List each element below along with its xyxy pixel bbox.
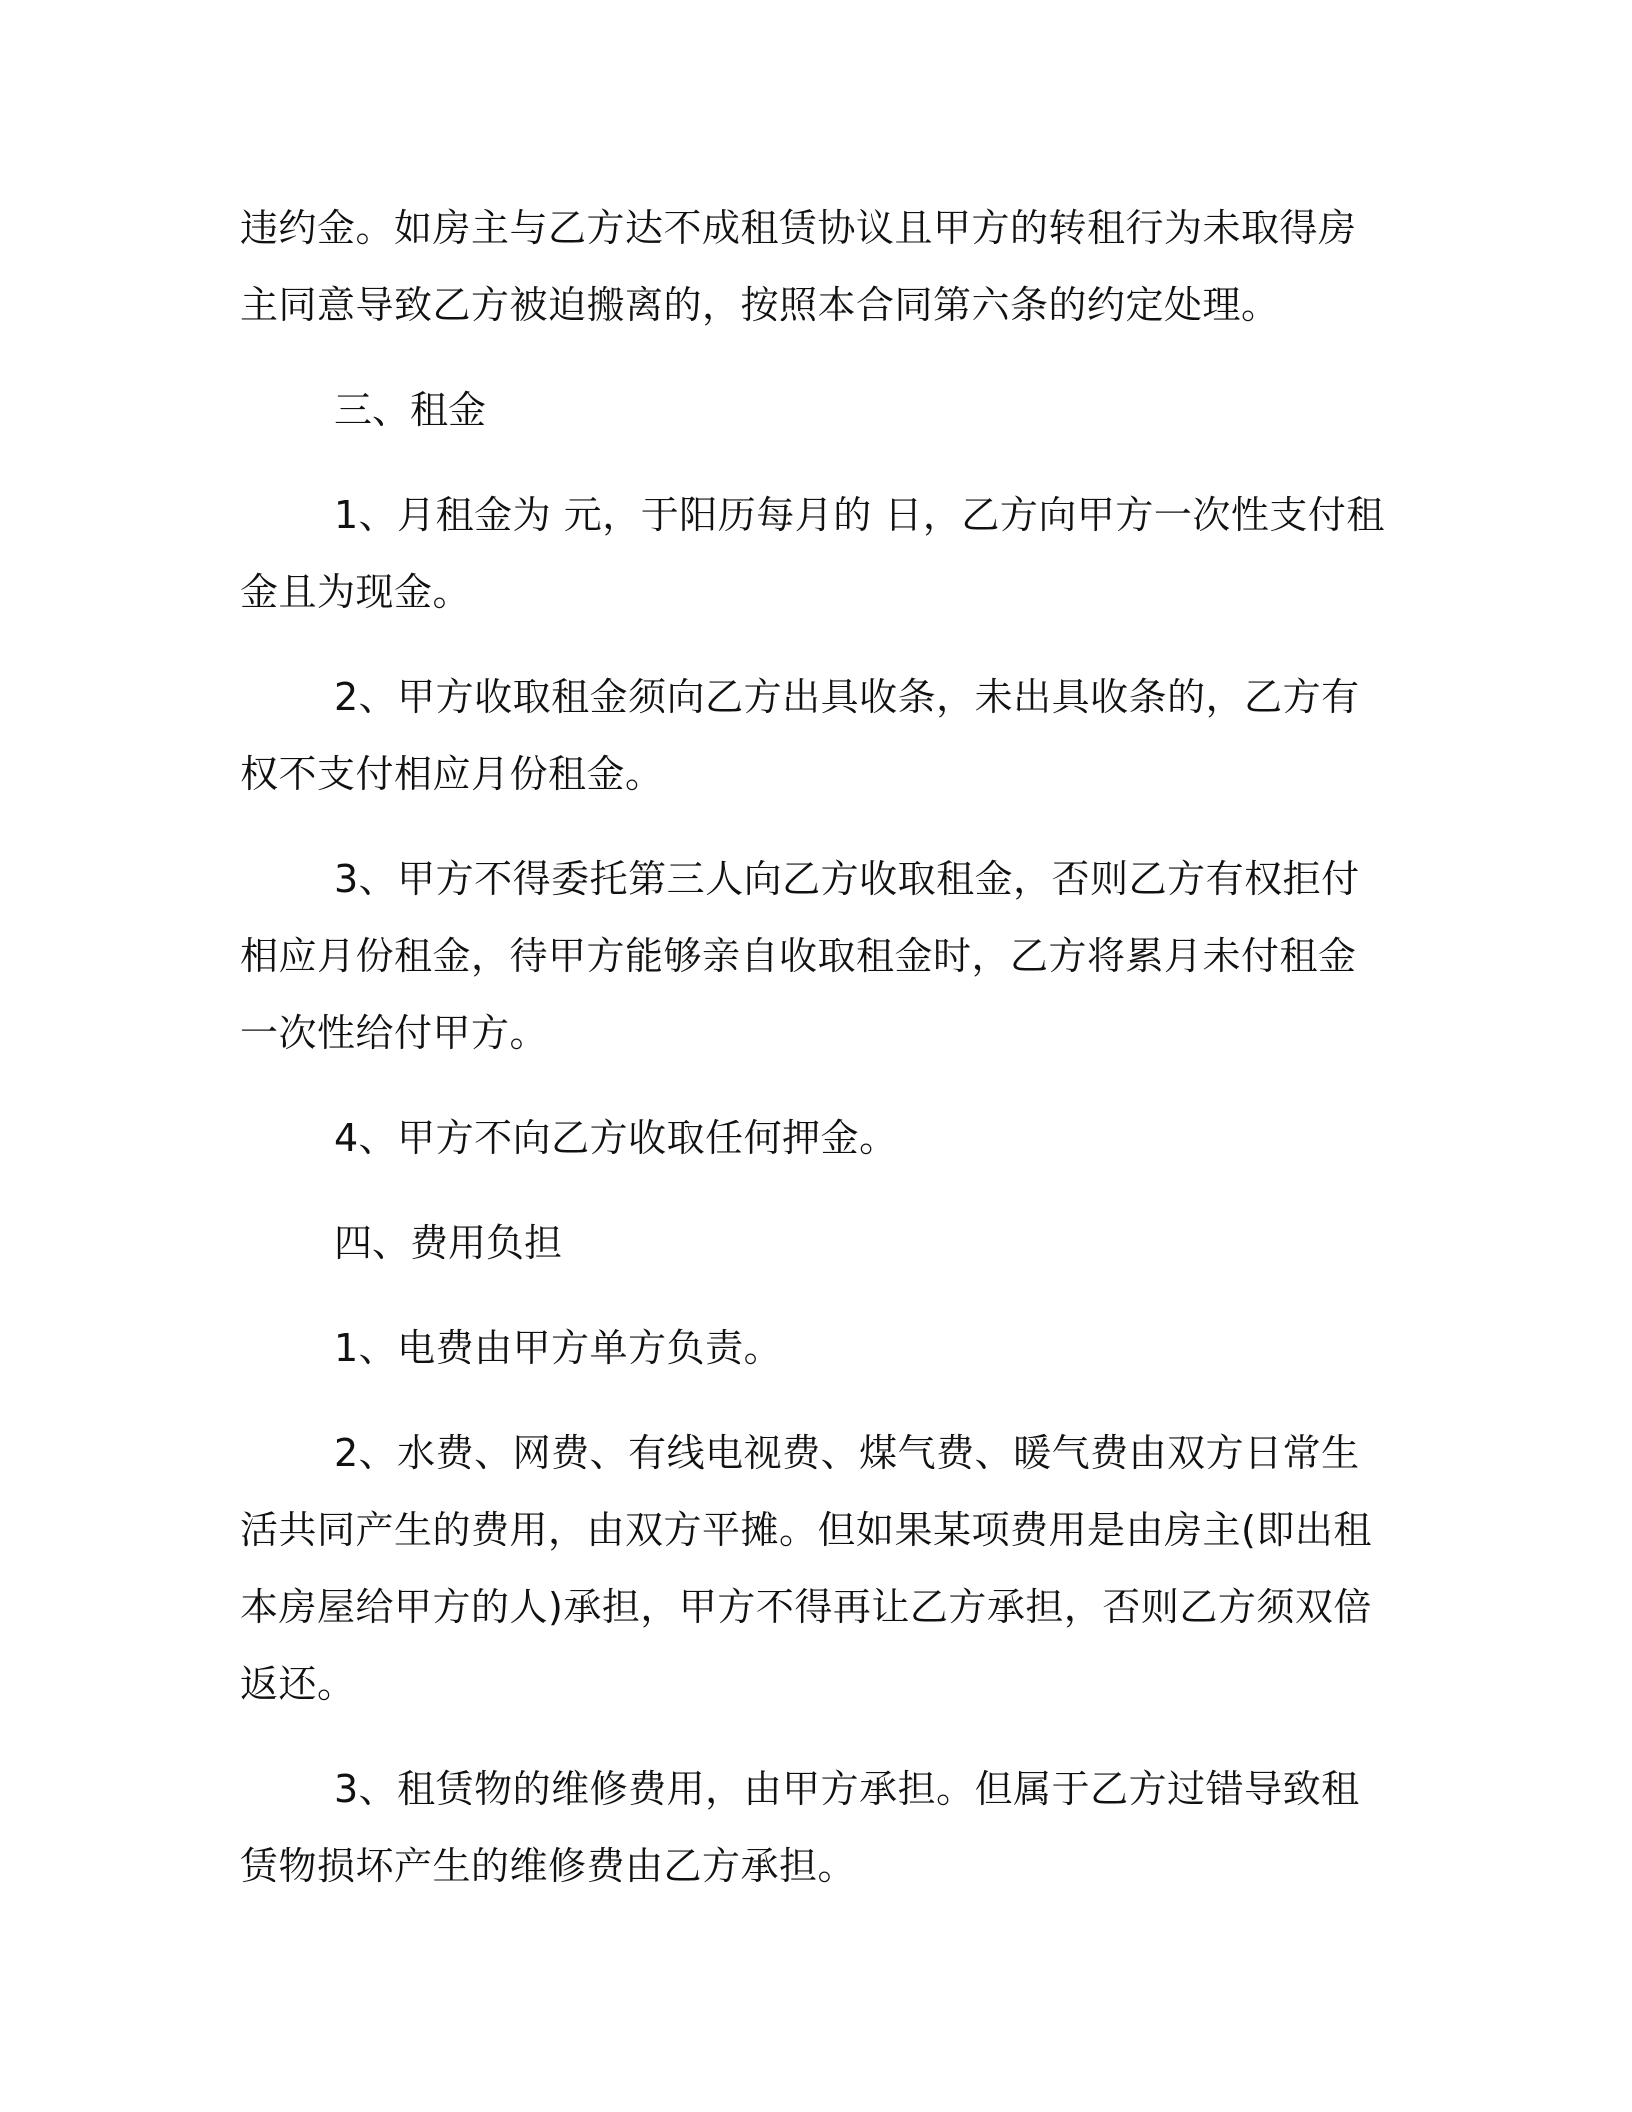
clause-rent-1: 1、月租金为 元，于阳历每月的 日，乙方向甲方一次性支付租金且为现金。 bbox=[240, 493, 1385, 614]
clause-rent-2: 2、甲方收取租金须向乙方出具收条，未出具收条的，乙方有权不支付相应月份租金。 bbox=[240, 675, 1360, 796]
document-page bbox=[240, 190, 1390, 1933]
clause-expenses-1: 1、电费由甲方单方负责。 bbox=[334, 1326, 783, 1370]
clause-rent-3: 3、甲方不得委托第三人向乙方收取租金，否则乙方有权拒付相应月份租金，待甲方能够亲自收取租金时，乙方将累月未付租金一次性给付甲方。 bbox=[240, 857, 1360, 1055]
clause-expenses-2: 2、水费、网费、有线电视费、煤气费、暖气费由双方日常生活共同产生的费用，由双方平摊。但如果某项费用是由房主(即出租本房屋给甲方的人)承担，甲方不得再让乙方承担，否则乙方须双倍返还。 bbox=[240, 1431, 1372, 1706]
clause-rent-4: 4、甲方不向乙方收取任何押金。 bbox=[334, 1116, 898, 1160]
section-heading-expenses: 四、费用负担 bbox=[334, 1221, 563, 1265]
section-heading-rent: 三、租金 bbox=[334, 388, 487, 432]
clause-expenses-3: 3、租赁物的维修费用，由甲方承担。但属于乙方过错导致租赁物损坏产生的维修费由乙方承担。 bbox=[240, 1767, 1360, 1888]
paragraph-continuation: 违约金。如房主与乙方达不成租赁协议且甲方的转租行为未取得房主同意导致乙方被迫搬离的，按照本合同第六条的约定处理。 bbox=[240, 206, 1357, 327]
